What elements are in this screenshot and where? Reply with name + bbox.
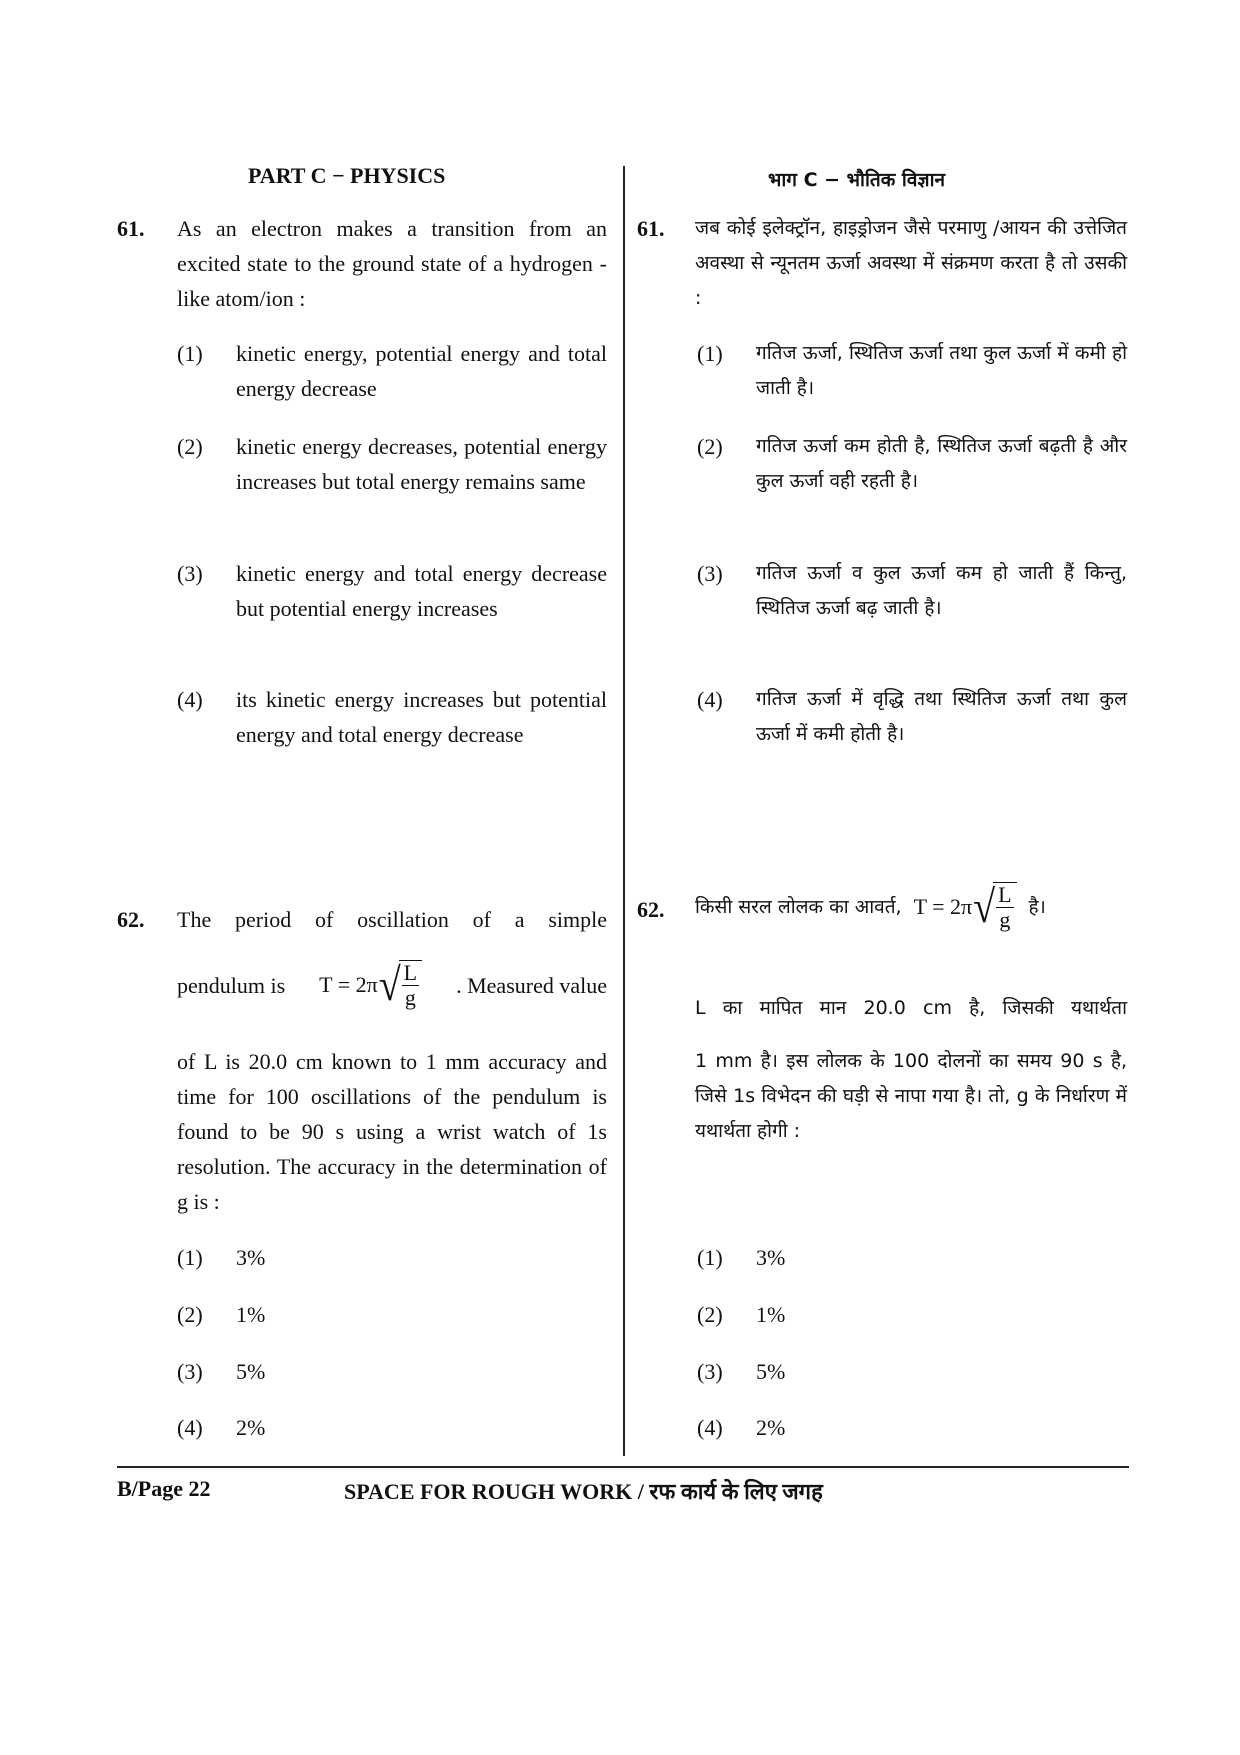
period-formula	[319, 960, 422, 1010]
q62-option-3-number: (3)	[177, 1359, 203, 1384]
question-61-number-hindi: 61.	[637, 216, 665, 241]
q61-option-2-number: (2)	[177, 434, 203, 459]
period-formula-hindi	[914, 882, 1017, 932]
question-61-text-hindi: जब कोई इलेक्ट्रॉन, हाइड्रोजन जैसे परमाणु /आयन की उत्तेजित अवस्था से न्यूनतम ऊर्जा अवस्था में संक्रमण करता है तो उसकी :	[695, 217, 1127, 309]
q62-hi-option-1-text: 3%	[756, 1245, 786, 1270]
q61-option-2-text: kinetic energy decreases, potential energy increases but total energy remains same	[236, 434, 607, 494]
q62-hi-option-3-number: (3)	[697, 1359, 723, 1384]
rough-work-label: SPACE FOR ROUGH WORK / रफ कार्य के लिए जगह	[344, 1479, 823, 1504]
part-heading-hindi: भाग C − भौतिक विज्ञान	[768, 169, 946, 191]
formula-denominator: g	[404, 985, 416, 1010]
q61-option-4-number: (4)	[177, 687, 203, 712]
q62-hi-option-4-number: (4)	[697, 1415, 723, 1440]
column-divider	[623, 166, 625, 1456]
q61-option-1-number: (1)	[177, 341, 203, 366]
question-62-number-hindi: 62.	[637, 897, 665, 922]
q61-hi-option-4-number: (4)	[697, 687, 723, 712]
formula-fraction	[399, 960, 422, 1010]
q61-option-3-number: (3)	[177, 561, 203, 586]
sqrt-sign-hindi: √	[973, 880, 996, 933]
q62-hi-option-3-text: 5%	[756, 1359, 786, 1384]
question-61-number: 61.	[117, 216, 145, 241]
q61-option-3-text: kinetic energy and total energy decrease but potential energy increases	[236, 561, 607, 621]
q62-hi-post-formula: है।	[1028, 895, 1046, 918]
q62-option-3-text: 5%	[236, 1359, 266, 1384]
formula-numerator: L	[403, 960, 418, 985]
q62-hi-option-2-number: (2)	[697, 1302, 723, 1327]
question-62-formula-line-hindi	[695, 882, 1127, 932]
q61-hi-option-1-text: गतिज ऊर्जा, स्थितिज ऊर्जा तथा कुल ऊर्जा में कमी हो जाती है।	[756, 342, 1127, 399]
q62-hi-option-2-text: 1%	[756, 1302, 786, 1327]
formula-denominator-hindi: g	[999, 907, 1011, 932]
question-62-line1: The period of oscillation of a simple	[177, 907, 607, 932]
q61-hi-option-1-number: (1)	[697, 341, 723, 366]
q62-option-4-number: (4)	[177, 1415, 203, 1440]
formula-lhs-hindi: T = 2π	[913, 894, 973, 919]
question-62-line2-hindi: L का मापित मान 20.0 cm है, जिसकी यथार्थता	[695, 997, 1127, 1019]
footer-rule	[117, 1466, 1129, 1468]
q61-hi-option-3-number: (3)	[697, 561, 723, 586]
q62-hi-pre-formula: किसी सरल लोलक का आवर्त,	[695, 895, 902, 918]
q61-option-1-text: kinetic energy, potential energy and total energy decrease	[236, 341, 607, 401]
q62-hi-option-4-text: 2%	[756, 1415, 786, 1440]
sqrt-sign: √	[378, 958, 401, 1011]
part-heading-english: PART C − PHYSICS	[248, 163, 446, 188]
q61-hi-option-3-text: गतिज ऊर्जा व कुल ऊर्जा कम हो जाती हैं किन्तु, स्थितिज ऊर्जा बढ़ जाती है।	[756, 562, 1127, 619]
formula-lhs: T = 2π	[319, 972, 378, 997]
question-62-number: 62.	[117, 907, 145, 932]
question-61-text: As an electron makes a transition from an excited state to the ground state of a hydrogen - like atom/ion :	[177, 216, 607, 311]
q62-pre-formula: pendulum is	[177, 972, 286, 998]
q61-hi-option-2-text: गतिज ऊर्जा कम होती है, स्थितिज ऊर्जा बढ़ती है और कुल ऊर्जा वही रहती है।	[756, 435, 1127, 492]
q62-option-2-number: (2)	[177, 1302, 203, 1327]
q62-option-1-text: 3%	[236, 1245, 266, 1270]
q62-option-2-text: 1%	[236, 1302, 266, 1327]
q61-hi-option-4-text: गतिज ऊर्जा में वृद्धि तथा स्थितिज ऊर्जा तथा कुल ऊर्जा में कमी होती है।	[756, 688, 1127, 745]
q62-option-1-number: (1)	[177, 1245, 203, 1270]
question-62-text-hindi: 1 mm है। इस लोलक के 100 दोलनों का समय 90 s है, जिसे 1s विभेदन की घड़ी से नापा गया है। तो, g के निर्धारण में यथार्थता होगी :	[695, 1050, 1127, 1142]
question-62-text: of L is 20.0 cm known to 1 mm accuracy and time for 100 oscillations of the pendulum is found to be 90 s using a wrist watch of 1s resolution. The accuracy in the determination of g is :	[177, 1049, 607, 1214]
formula-fraction-hindi	[993, 882, 1016, 932]
q62-post-formula: . Measured value	[456, 972, 607, 998]
question-62-formula-line	[177, 960, 607, 1010]
q61-hi-option-2-number: (2)	[697, 434, 723, 459]
q62-hi-option-1-number: (1)	[697, 1245, 723, 1270]
page-number: B/Page 22	[117, 1476, 211, 1501]
formula-numerator-hindi: L	[998, 882, 1012, 907]
q62-option-4-text: 2%	[236, 1415, 266, 1440]
q61-option-4-text: its kinetic energy increases but potential energy and total energy decrease	[236, 687, 607, 747]
